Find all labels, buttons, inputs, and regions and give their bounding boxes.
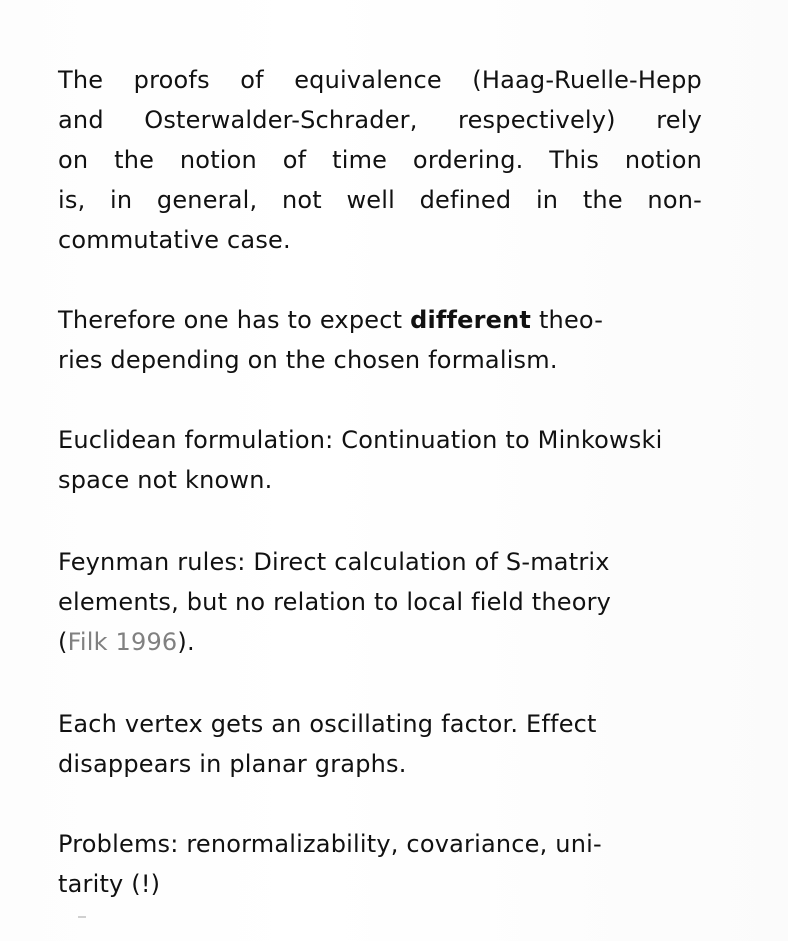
paragraph-feynman-rules [58, 542, 738, 662]
emphasis-different: different [410, 306, 532, 334]
text-line: and Osterwalder-Schrader, respectively) rely [58, 106, 702, 134]
text-line: on the notion of time ordering. This notion [58, 146, 702, 174]
text-line: tarity (!) [58, 870, 161, 898]
text-line: Euclidean formulation: Continuation to Minkowski [58, 426, 663, 454]
text-line [58, 622, 738, 662]
text-line: commutative case. [58, 226, 291, 254]
paragraph-problems [58, 824, 738, 904]
text-line: Problems: renormalizability, covariance, uni- [58, 830, 602, 858]
paragraph-euclidean-formulation [58, 420, 738, 500]
text-line: Feynman rules: Direct calculation of S-matrix [58, 548, 610, 576]
text-line: is, in general, not well defined in the non- [58, 186, 702, 214]
text-segment: ( [58, 628, 68, 656]
paragraph-equivalence-proofs [58, 60, 738, 260]
text-line: ries depending on the chosen formalism. [58, 346, 558, 374]
citation-link[interactable]: Filk 1996 [67, 628, 178, 656]
paragraph-different-theories [58, 300, 738, 380]
text-segment: theo- [531, 306, 604, 334]
text-segment: ). [177, 628, 195, 656]
paragraph-oscillating-factor [58, 704, 738, 784]
text-line: The proofs of equivalence (Haag-Ruelle-Hepp [58, 66, 702, 94]
text-line: Each vertex gets an oscillating factor. Effect [58, 710, 597, 738]
text-line: disappears in planar graphs. [58, 750, 407, 778]
text-segment: Therefore one has to expect [58, 306, 411, 334]
text-line: space not known. [58, 466, 273, 494]
text-line [58, 300, 738, 340]
scan-artifact [78, 916, 86, 918]
text-line: elements, but no relation to local field theory [58, 588, 612, 616]
